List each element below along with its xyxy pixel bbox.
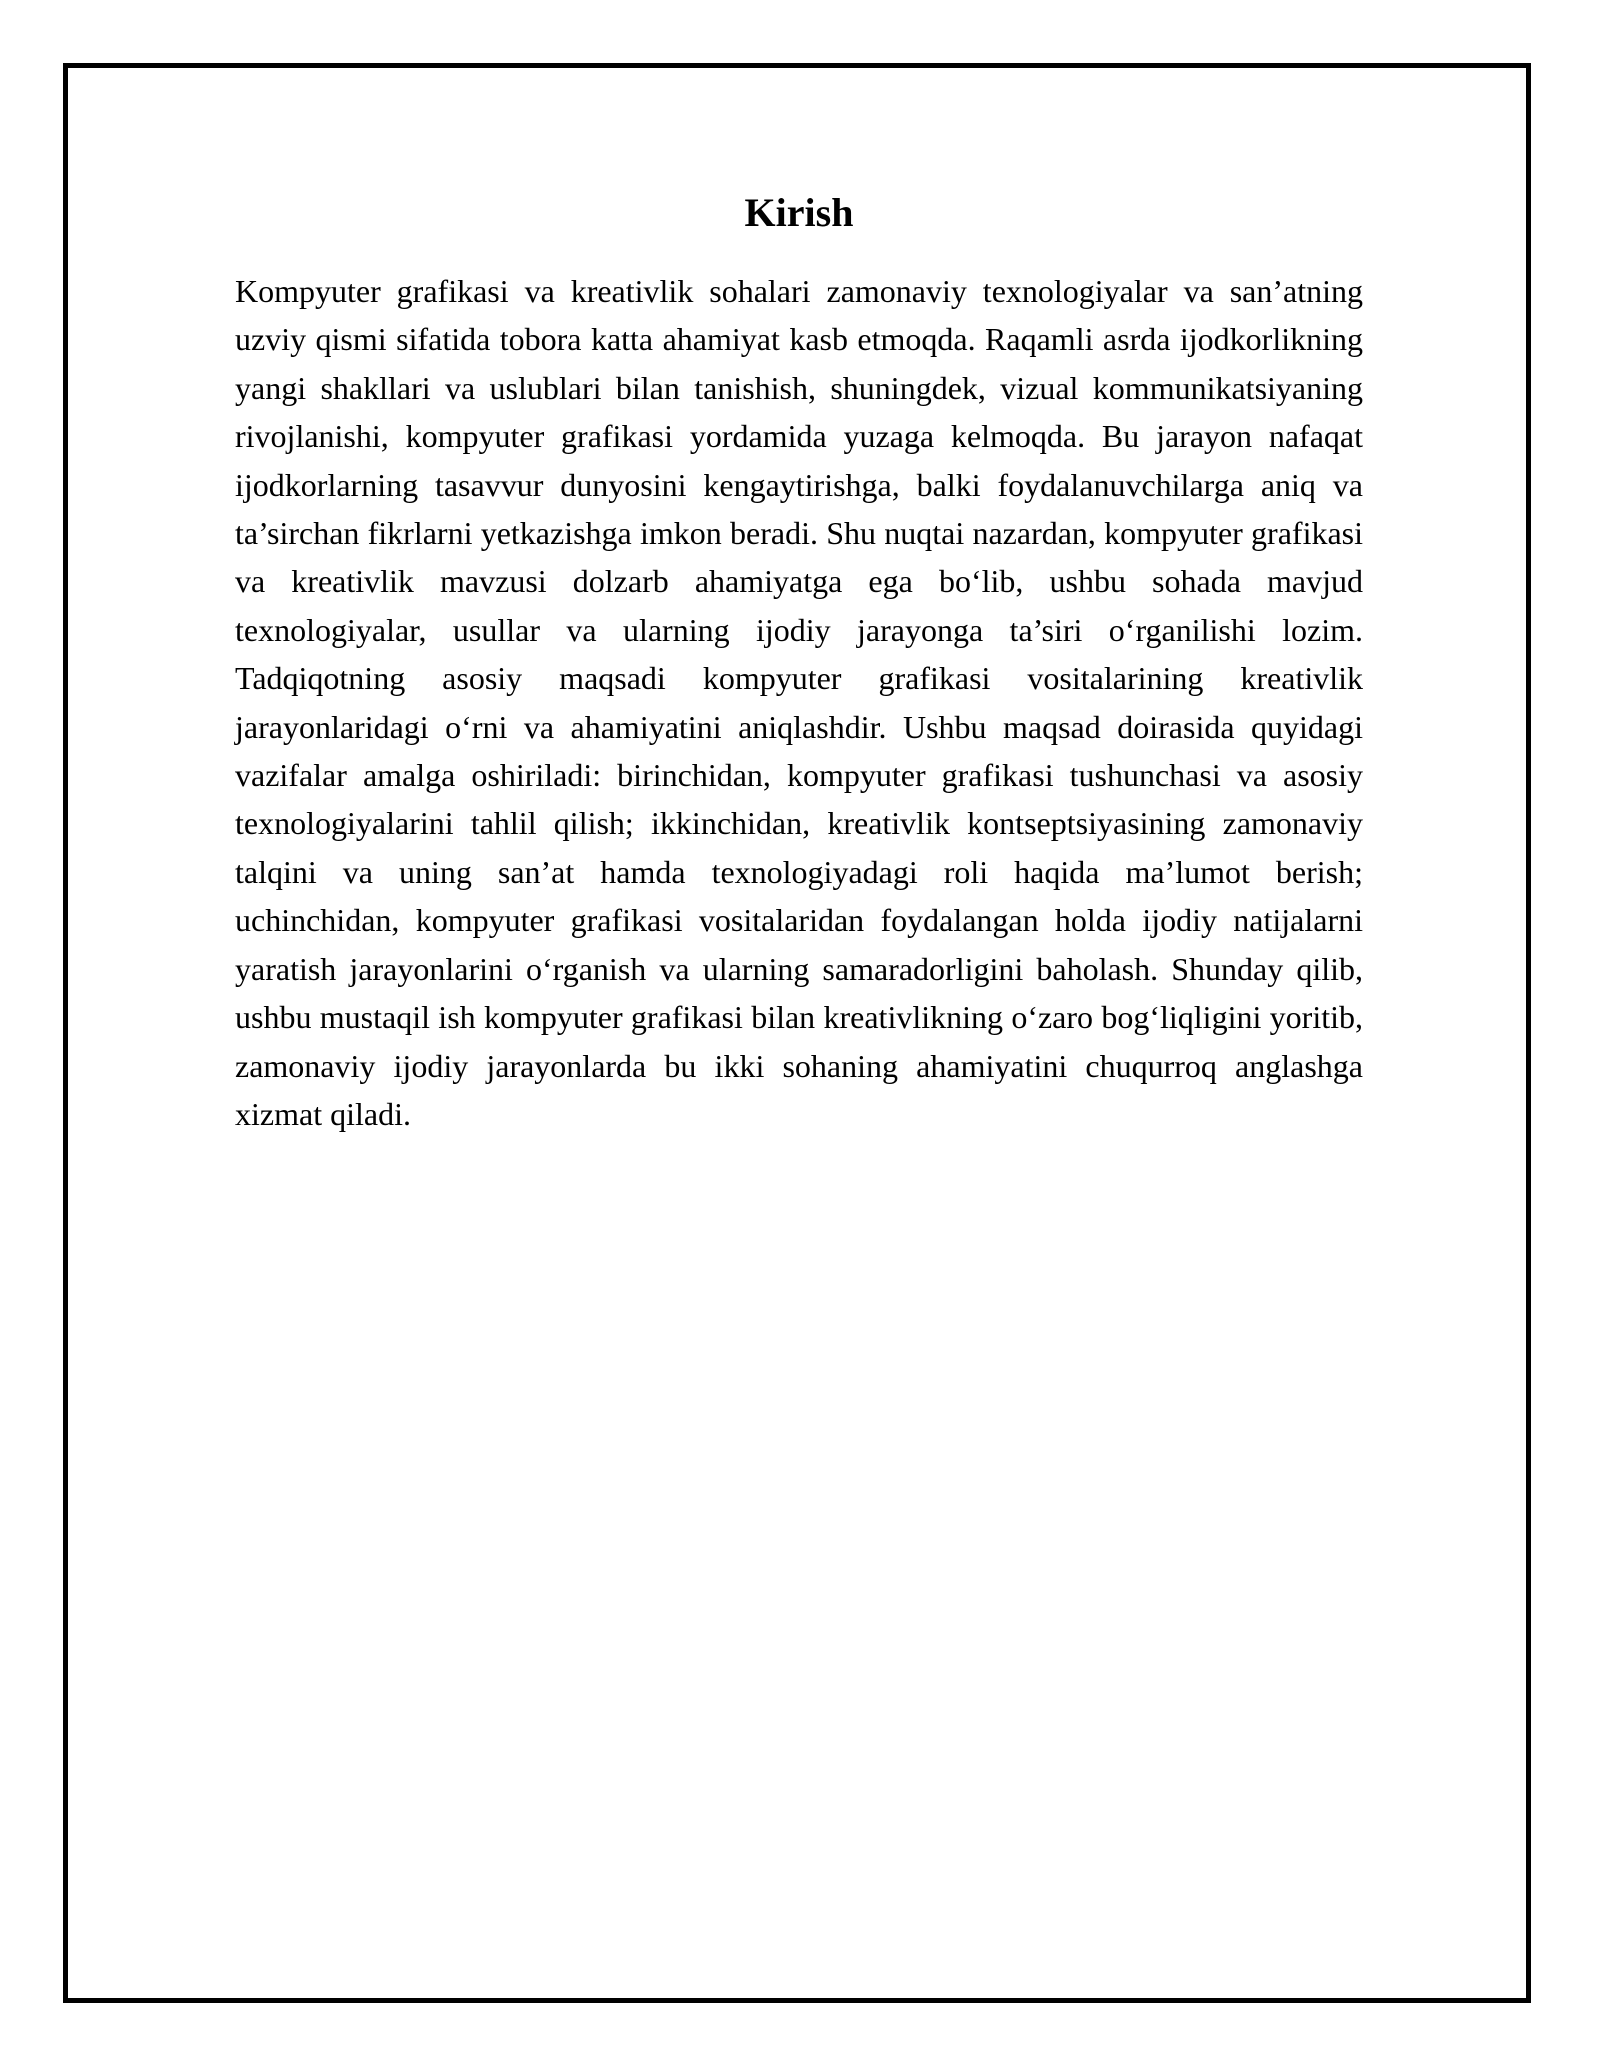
body-paragraph: Kompyuter grafikasi va kreativlik sohalari zamonaviy texnologiyalar va san’atning uzviy qismi sifatida tobora katta ahamiyat kasb etmoqda. Raqamli asrda ijodkorlikning yangi shakllari va uslublari bilan tanishish, shuningdek, vizual kommunikatsiyaning rivojlanishi, kompyuter grafikasi yordamida yuzaga kelmoqda. Bu jarayon nafaqat ijodkorlarning tasavvur dunyosini kengaytirishga, balki foydalanuvchilarga aniq va ta’sirchan fikrlarni yetkazishga imkon beradi. Shu nuqtai nazardan, kompyuter grafikasi va kreativlik mavzusi dolzarb ahamiyatga ega bo‘lib, ushbu sohada mavjud texnologiyalar, usullar va ularning ijodiy jarayonga ta’siri o‘rganilishi lozim. Tadqiqotning asosiy maqsadi kompyuter grafikasi vositalarining kreativlik jarayonlaridagi o‘rni va ahamiyatini aniqlashdir. Ushbu maqsad doirasida quyidagi vazifalar amalga oshiriladi: birinchidan, kompyuter grafikasi tushunchasi va asosiy texnologiyalarini tahlil qilish; ikkinchidan, kreativlik kontseptsiyasining zamonaviy talqini va uning san’at hamda texnologiyadagi roli haqida ma’lumot berish; uchinchidan, kompyuter grafikasi vositalaridan foydalangan holda ijodiy natijalarni yaratish jarayonlarini o‘rganish va ularning samaradorligini baholash. Shunday qilib, ushbu mustaqil ish kompyuter grafikasi bilan kreativlikning o‘zaro bog‘liqligini yoritib, zamonaviy ijodiy jarayonlarda bu ikki sohaning ahamiyatini chuqurroq anglashga xizmat qiladi. <box>235 273 1363 1132</box>
document-title: Kirish <box>744 190 854 235</box>
document-content <box>235 185 1363 1138</box>
